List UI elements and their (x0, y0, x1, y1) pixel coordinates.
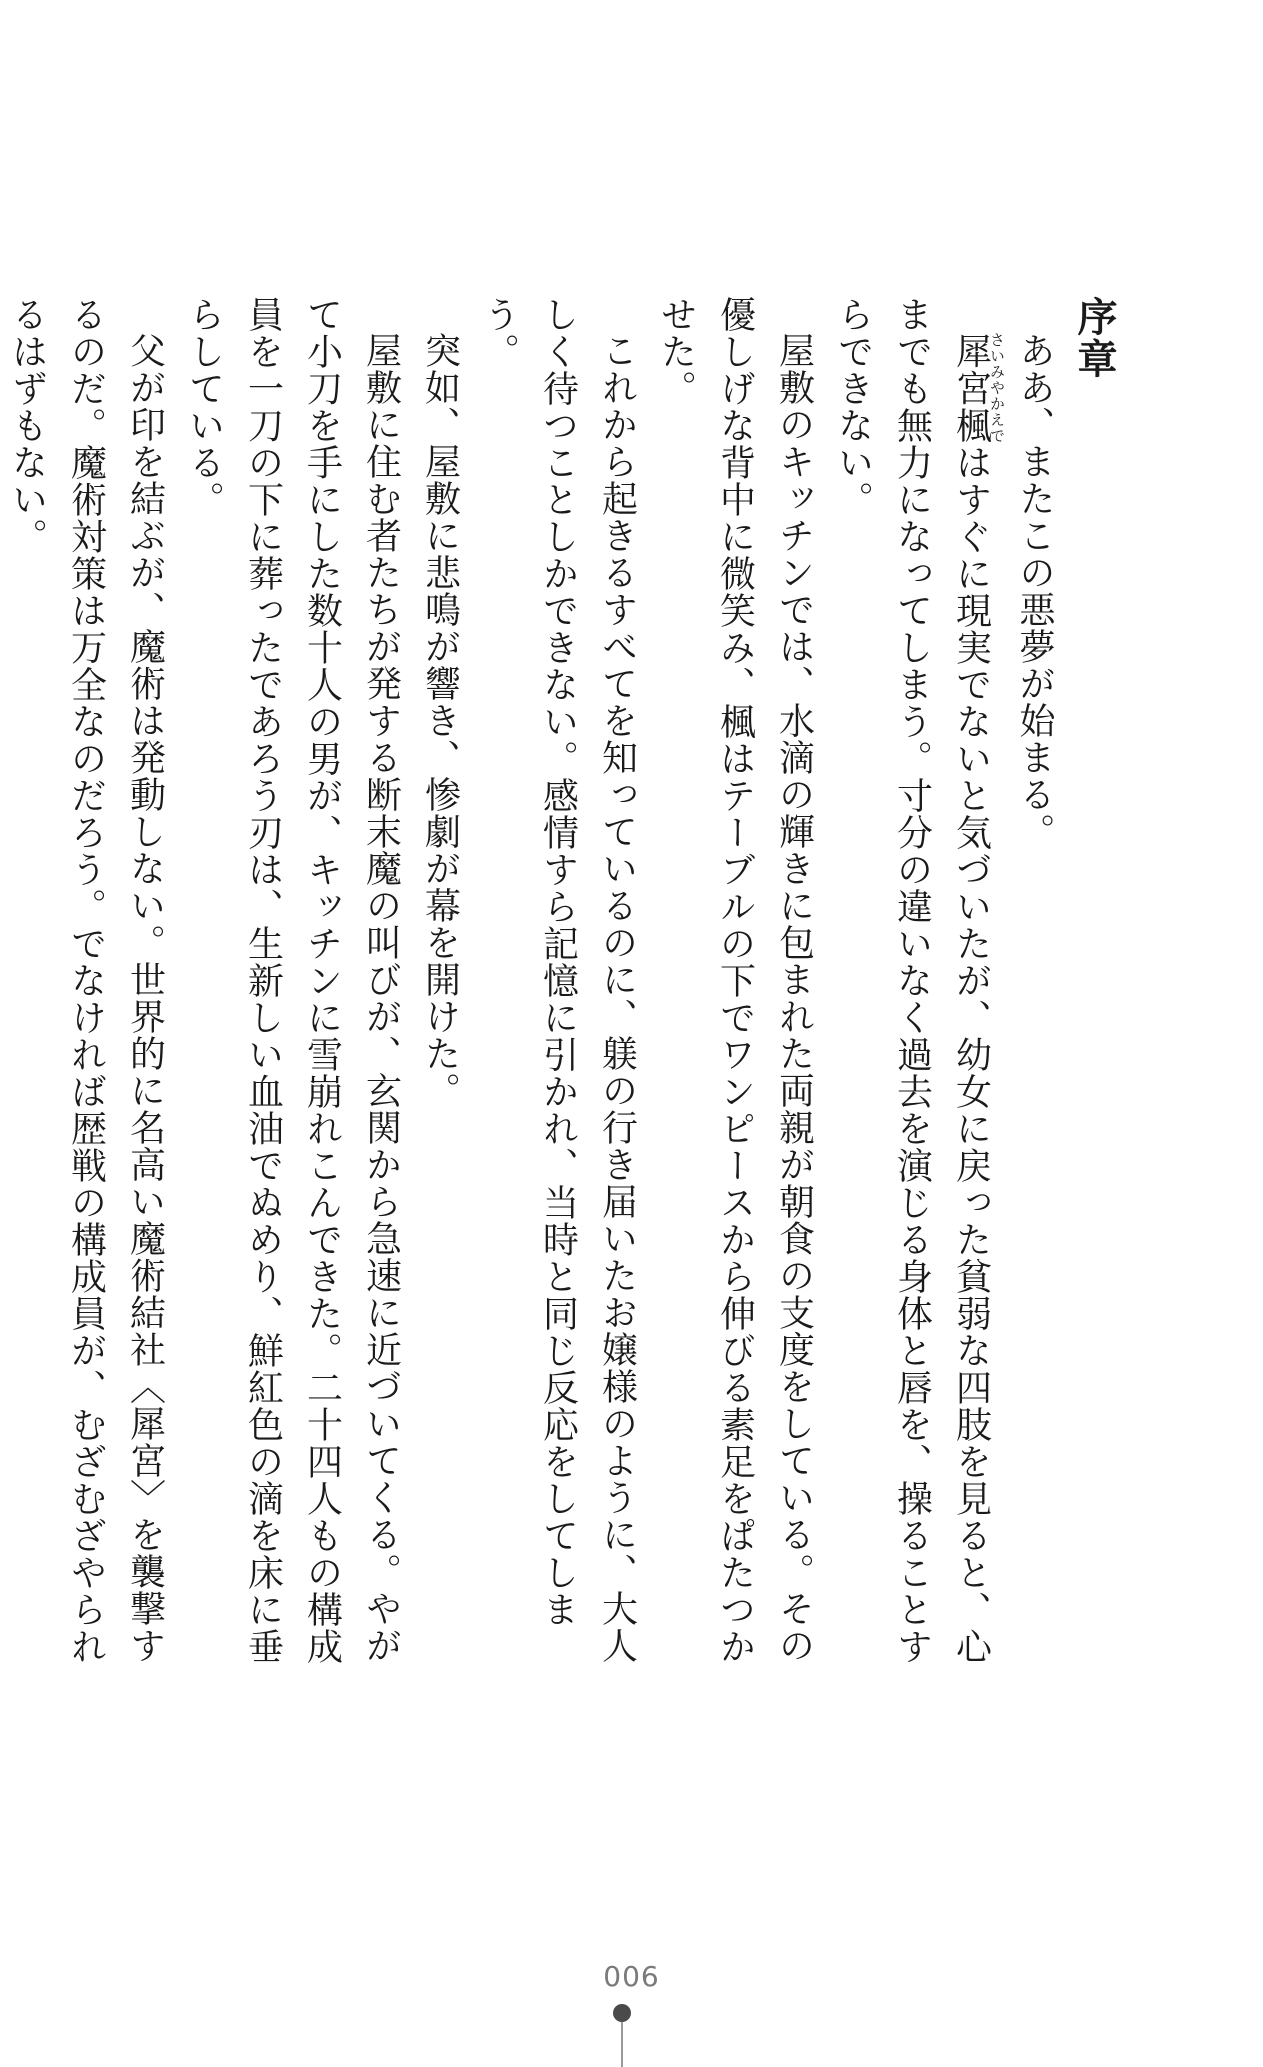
paragraph-4: これから起きるすべてを知っているのに、躾の行き届いたお嬢様のように、大人しく待つことしかできない。感情すら記憶に引かれ、当時と同じ反応をしてしまう。 (478, 296, 638, 1664)
page-marker-line (621, 2022, 623, 2067)
paragraph-3: 屋敷のキッチンでは、水滴の輝きに包まれた両親が朝食の支度をしている。その優しげな背中に微笑み、楓はテーブルの下でワンピースから伸びる素足をぱたつかせた。 (655, 296, 815, 1665)
page-number: 006 (603, 1960, 660, 1993)
page-marker-dot (613, 2004, 631, 2022)
ruby-base: 犀宮楓 (950, 332, 992, 444)
paragraph-2 (824, 296, 1006, 1676)
name-ruby (950, 332, 1006, 444)
vertical-text-block (6, 296, 1123, 1676)
paragraph-6: 屋敷に住む者たちが発する断末魔の叫びが、玄関から急速に近づいてくる。やがて小刀を手にした数十人の男が、キッチンに雪崩れこんできた。二十四人もの構成員を一刀の下に葬ったであろう刃は、生新しい血油でぬめり、鮮紅色の滴を床に垂らしている。 (183, 296, 402, 1665)
paragraph-1: ああ、またこの悪夢が始まる。 (1014, 332, 1055, 850)
paragraph-5: 突如、屋敷に悲鳴が響き、惨劇が幕を開けた。 (419, 332, 461, 1109)
chapter-title: 序章 (1071, 296, 1117, 380)
paragraph-7: 父が印を結ぶが、魔術は発動しない。世界的に名高い魔術結社〈犀宮〉を襲撃するのだ。魔術対策は万全なのだろう。でなければ歴戦の構成員が、むざむざやられるはずもない。 (6, 296, 166, 1665)
ruby-reading: さいみやかえで (988, 332, 1006, 444)
paragraph-2-body: はすぐに現実でないと気づいたが、幼女に戻った貧弱な四肢を見ると、心までも無力になってしまう。寸分の違いなく過去を演じる身体と唇を、操ることすらできない。 (832, 296, 992, 1665)
